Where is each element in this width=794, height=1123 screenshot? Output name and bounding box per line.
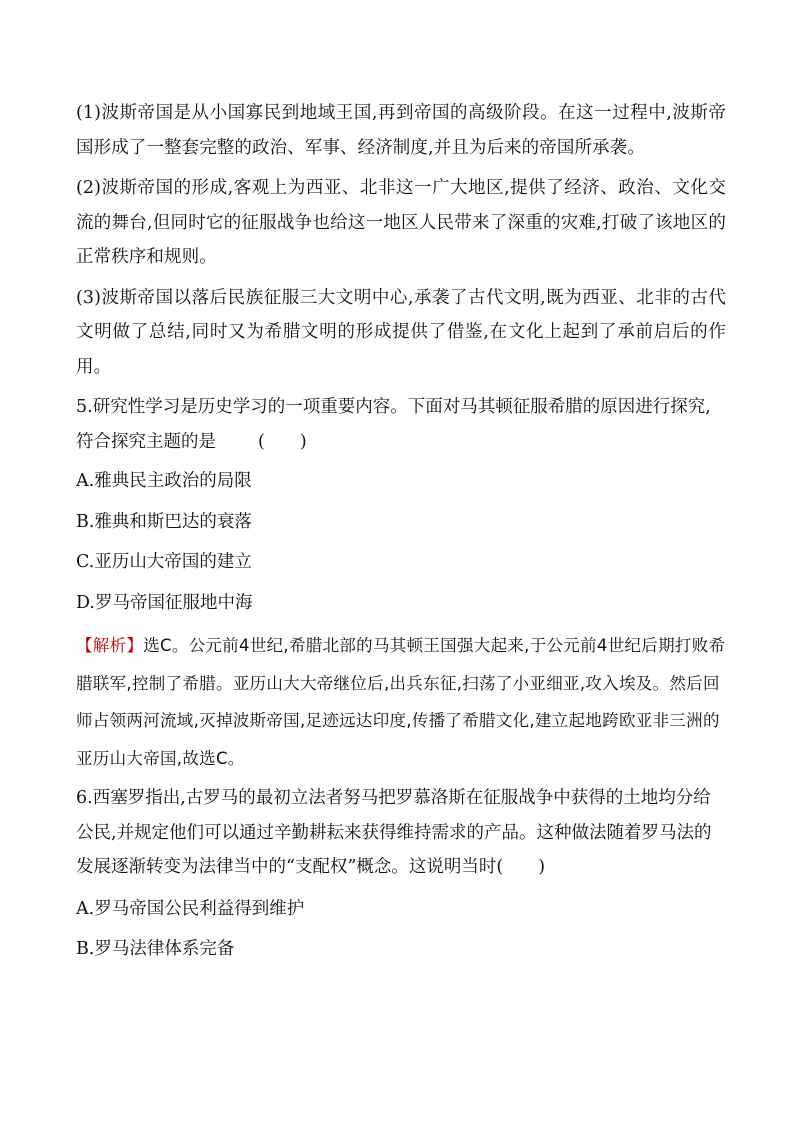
- question-6-stem: 6.西塞罗指出,古罗马的最初立法者努马把罗慕洛斯在征服战争中获得的土地均分给公民,并规定他们可以通过辛勤耕耘来获得维持需求的产品。这种做法随着罗马法的发展逐渐转变为法律当中的“支配权”概念。这说明当时: [76, 788, 712, 877]
- analysis-tag: 【解析】: [76, 636, 144, 655]
- document-page: [76, 96, 726, 970]
- question-6-option-a: A.罗马帝国公民利益得到维护: [76, 898, 305, 919]
- answer-paragraph-3: (3)波斯帝国以落后民族征服三大文明中心,承袭了古代文明,既为西亚、北非的古代文明做了总结,同时又为希腊文明的形成提供了借鉴,在文化上起到了承前启后的作用。: [76, 287, 726, 377]
- question-6-answer-paren: ( ): [496, 857, 546, 877]
- question-5-analysis: [76, 627, 726, 777]
- question-5: [76, 390, 726, 459]
- answer-paragraph-1: (1)波斯帝国是从小国寡民到地域王国,再到帝国的高级阶段。在这一过程中,波斯帝国形成了一整套完整的政治、军事、经济制度,并且为后来的帝国所承袭。: [76, 103, 726, 158]
- analysis-text: 选C。公元前4世纪,希腊北部的马其顿王国强大起来,于公元前4世纪后期打败希腊联军,控制了希腊。亚历山大大帝继位后,出兵东征,扫荡了小亚细亚,攻入埃及。然后回师占领两河流域,灭掉波斯帝国,足迹远达印度,传播了希腊文化,建立起地跨欧亚非三洲的亚历山大帝国,故选C。: [76, 636, 726, 768]
- question-5-option-a: A.雅典民主政治的局限: [76, 471, 252, 491]
- question-6: [76, 781, 726, 885]
- question-5-option-c: C.亚历山大帝国的建立: [76, 552, 252, 572]
- question-5-answer-paren: ( ): [258, 431, 307, 452]
- question-5-option-d: D.罗马帝国征服地中海: [76, 592, 253, 613]
- answer-paragraph-2: (2)波斯帝国的形成,客观上为西亚、北非这一广大地区,提供了经济、政治、文化交流的舞台,但同时它的征服战争也给这一地区人民带来了深重的灾难,打破了该地区的正常秩序和规则。: [76, 178, 726, 267]
- question-5-option-b: B.雅典和斯巴达的衰落: [76, 511, 252, 532]
- question-5-stem: 5.研究性学习是历史学习的一项重要内容。下面对马其顿征服希腊的原因进行探究,符合探究主题的是: [76, 397, 711, 452]
- question-6-option-b: B.罗马法律体系完备: [76, 939, 235, 959]
